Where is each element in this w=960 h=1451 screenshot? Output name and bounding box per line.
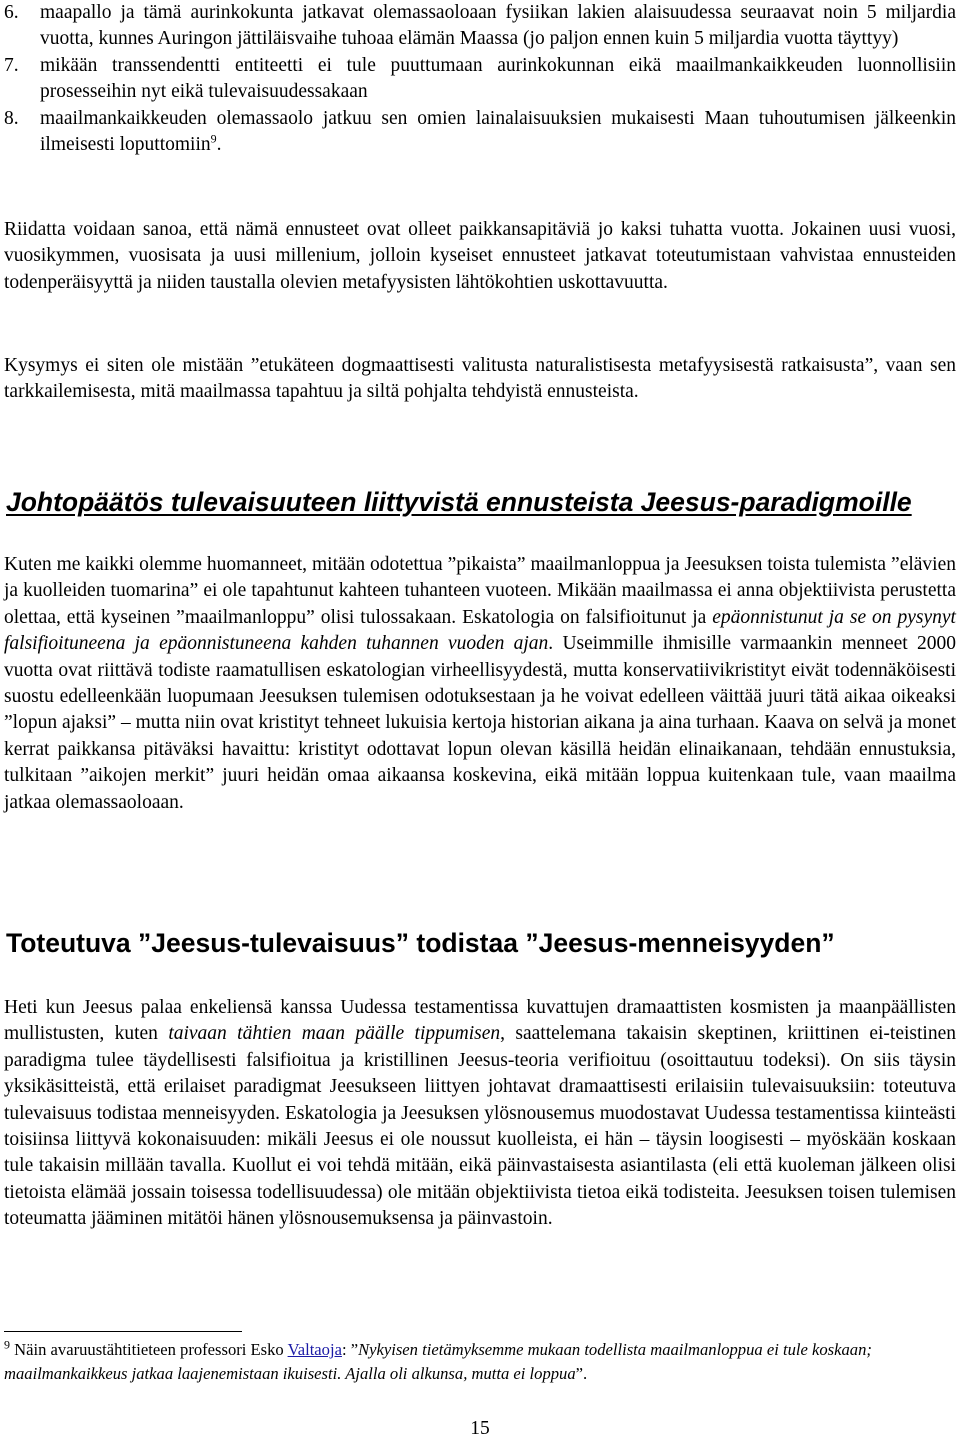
paragraph: Kysymys ei siten ole mistään ”etukäteen dogmaattisesti valitusta naturalistisesta metafyysisestä ratkaisusta”, vaan sen tarkkailemisesta, mitä maailmassa tapahtuu ja siltä pohjalta tehdyistä ennusteista. (4, 355, 956, 403)
section-heading: Toteutuva ”Jeesus-tulevaisuus” todistaa ”Jeesus-menneisyyden” (6, 928, 835, 958)
paragraph-text: , saattelemana takaisin skeptinen, kriittinen ei-teistinen paradigma tulee täydellisesti falsifioitua ja kristillinen Jeesus-teoria verifioituu (osoittautuu todeksi). On siis täysin yksikäsitteistä, että erilaiset paradigmat Jeesukseen liittyen johtavat dramaattisesti erilaisiin tulevaisuuksiin: toteutuva tulevaisuus todistaa menneisyyden. Eskatologia ja Jeesuksen ylösnousemus muodostavat Uudessa testamentissa kiinteästi toisiinsa liittyvä kokonaisuuden: mikäli Jeesus ei ole noussut kuolleista, ei hän – täysin loogisesti – myöskään koskaan tule takaisin millään tavalla. Kuollut ei voi tehdä mitään, eikä päinvastaisesta asiantilasta (eli että kuoleman jälkeen olisi tietoista elämää jossain toisessa todellisuudessa) ole mitään objektiivista tietoa eikä todisteita. Jeesuksen toisen tulemisen toteumatta jääminen mitätöi hänen ylösnousemuksensa ja päinvastoin. (4, 1023, 956, 1230)
section-paragraph (4, 995, 956, 1233)
footnote-marker: 9 (4, 1337, 10, 1352)
list-item-number: 8. (4, 107, 19, 129)
footnote-quote: Nykyisen tietämyksemme mukaan todellista maailmanloppua ei tule koskaan; maailmankaikkeus jatkaa laajenemistaan ikuisesti. Ajalla oli alkunsa, mutta ei loppua (4, 1340, 872, 1383)
numbered-list (4, 0, 956, 158)
page-number: 15 (470, 1418, 490, 1439)
paragraph-text: Heti kun Jeesus palaa enkeliensä kanssa Uudessa testamentissa kuvattujen dramaattisten kosmisten ja maanpäällisten mullistusten, kuten (4, 997, 956, 1045)
paragraph: Riidatta voidaan sanoa, että nämä ennusteet ovat olleet paikkansapitäviä jo kaksi tuhatta vuotta. Jokainen uusi vuosi, vuosikymmen, vuosisata ja uusi millenium, jolloin kyseiset ennusteet jatkavat toteutumistaan vahvistaa ennusteiden todenperäisyyttä ja niiden taustalla olevien metafyysisten lähtökohtien uskottavuutta. (4, 219, 956, 293)
footnote (4, 1338, 956, 1386)
section-heading: Johtopäätös tulevaisuuteen liittyvistä ennusteista Jeesus-paradigmoille (6, 487, 912, 517)
footnote-reference[interactable]: 9 (210, 131, 217, 146)
section-paragraph (4, 552, 956, 816)
list-item-text: maailmankaikkeuden olemassaolo jatkuu sen omien lainalaisuuksien mukaisesti Maan tuhoutumisen jälkeenkin ilmeisesti loputtomiin (40, 107, 956, 156)
footnote-text: Näin avaruustähtitieteen professori Esko (10, 1340, 288, 1359)
list-item (4, 0, 956, 53)
paragraph-text: Kuten me kaikki olemme huomanneet, mitään odotettua ”pikaista” maailmanloppua ja Jeesuksen toista tulemista ”elävien ja kuolleiden tuomarina” ei ole tapahtunut kahteen tuhanteen vuoteen. Mikään maailmassa ei anna objektiivista perustetta olettaa, että kyseinen ”maailmanloppu” olisi tulossakaan. Eskatologia on falsifioitunut ja (4, 554, 956, 628)
paragraph-emphasis: taivaan tähtien maan päälle tippumisen (168, 1023, 501, 1045)
list-item-text: maapallo ja tämä aurinkokunta jatkavat olemassaoloaan fysiikan lakien alaisuudessa seuraavat noin 5 miljardia vuotta, kunnes Auringon jättiläisvaihe tuhoaa elämän Maassa (jo paljon ennen kuin 5 miljardia vuotta täyttyy) (40, 2, 956, 50)
footnote-text: ”. (575, 1364, 588, 1383)
footnote-text: : ” (341, 1340, 359, 1359)
paragraph-text: . Useimmille ihmisille varmaankin menneet 2000 vuotta ovat riittävä todiste raamatullisen eskatologian virheellisyydestä, mutta konservatiivikristityt eivät todennäköisesti suostu edelleenkään luopumaan Jeesuksen tulemisen odotuksestaan ja he voivat edelleen väittää juuri tätä aikaa oikeaksi ”lopun ajaksi” – mutta niin ovat kristityt tehneet lukuisia kertoja historian aikana ja aina turhaan. Kaava on selvä ja monet kerrat paikkansa pitäväksi havaittu: kristityt odottavat lopun olevan käsillä heidän elinaikanaan, tehdään ennustuksia, tulkitaan ”aikojen merkit” juuri heidän omaa aikaansa koskevina, eikä mitään loppua kuitenkaan tule, vaan maailma jatkaa olemassaoloaan. (4, 633, 956, 813)
paragraph-emphasis: epäonnistunut ja se on pysynyt falsifioituneena ja epäonnistuneena kahden tuhannen vuoden ajan (4, 606, 956, 655)
list-item-number: 6. (4, 2, 19, 23)
list-item-text-end: . (216, 134, 222, 156)
list-item-number: 7. (4, 54, 19, 76)
list-item (4, 106, 956, 159)
list-item-text: mikään transsendentti entiteetti ei tule puuttumaan aurinkokunnan eikä maailmankaikkeuden luonnollisiin prosesseihin nyt eikä tulevaisuudessakaan (40, 54, 956, 103)
footnote-separator (4, 1331, 242, 1332)
list-item (4, 53, 956, 106)
footnote-link[interactable]: Valtaoja (287, 1340, 342, 1359)
